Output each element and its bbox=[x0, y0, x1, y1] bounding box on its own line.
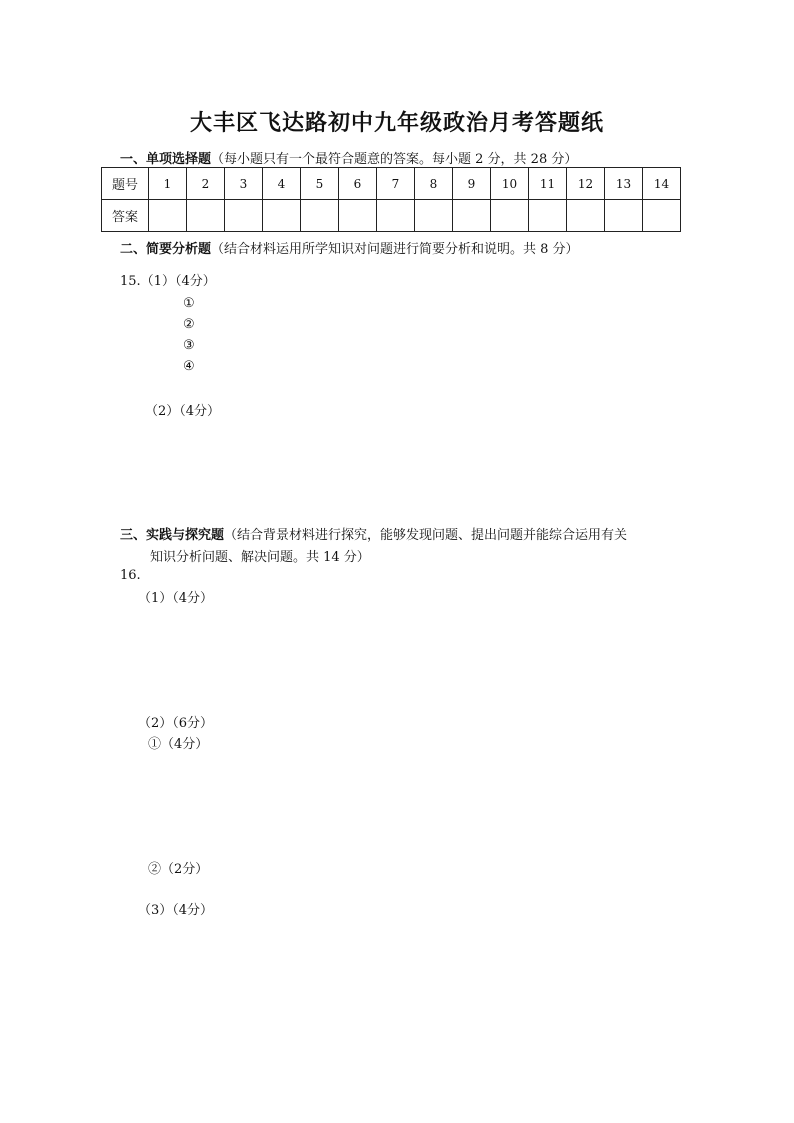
section2-note: （结合材料运用所学知识对问题进行简要分析和说明。共 8 分） bbox=[211, 242, 579, 257]
answer-cell[interactable] bbox=[263, 200, 301, 232]
section2-heading: 二、简要分析题 bbox=[120, 242, 212, 257]
table-row-answers bbox=[102, 200, 681, 232]
page-title: 大丰区飞达路初中九年级政治月考答题纸 bbox=[189, 110, 604, 136]
q16-part3-label: （3）（4分） bbox=[138, 903, 214, 918]
question-number-cell: 1 bbox=[149, 168, 187, 200]
question-number-cell: 8 bbox=[415, 168, 453, 200]
answer-cell[interactable] bbox=[187, 200, 225, 232]
answer-cell[interactable] bbox=[415, 200, 453, 232]
answer-cell[interactable] bbox=[225, 200, 263, 232]
answer-cell[interactable] bbox=[453, 200, 491, 232]
answer-cell[interactable] bbox=[529, 200, 567, 232]
section3-note-line2: 知识分析问题、解决问题。共 14 分） bbox=[150, 550, 370, 565]
section3-header bbox=[120, 524, 627, 543]
q15-part2-label: （2）（4分） bbox=[145, 404, 221, 419]
section3-heading: 三、实践与探究题 bbox=[120, 528, 225, 543]
section2-header bbox=[120, 238, 579, 257]
question-number-cell: 4 bbox=[263, 168, 301, 200]
answer-cell[interactable] bbox=[491, 200, 529, 232]
answer-cell[interactable] bbox=[605, 200, 643, 232]
question-number-cell: 5 bbox=[301, 168, 339, 200]
section1-heading: 一、单项选择题 bbox=[120, 152, 212, 167]
q15-point-3: ③ bbox=[183, 338, 195, 353]
question-number-cell: 3 bbox=[225, 168, 263, 200]
answer-cell[interactable] bbox=[149, 200, 187, 232]
q16-part2-label: （2）（6分） bbox=[138, 716, 214, 731]
question-number-cell: 12 bbox=[567, 168, 605, 200]
row-label-answer: 答案 bbox=[102, 200, 149, 232]
q15-point-2: ② bbox=[183, 317, 195, 332]
answer-cell[interactable] bbox=[567, 200, 605, 232]
question-number-cell: 7 bbox=[377, 168, 415, 200]
section1-header bbox=[120, 148, 577, 167]
answer-cell[interactable] bbox=[339, 200, 377, 232]
question-number-cell: 10 bbox=[491, 168, 529, 200]
q16-part2-sub2: ②（2分） bbox=[148, 862, 209, 877]
question-number-cell: 2 bbox=[187, 168, 225, 200]
question-number-cell: 9 bbox=[453, 168, 491, 200]
q15-point-4: ④ bbox=[183, 359, 195, 374]
answer-cell[interactable] bbox=[377, 200, 415, 232]
q16-part1-label: （1）（4分） bbox=[138, 591, 214, 606]
table-row-numbers bbox=[102, 168, 681, 200]
question-number-cell: 13 bbox=[605, 168, 643, 200]
question-number-cell: 14 bbox=[643, 168, 681, 200]
q16-part2-sub1: ①（4分） bbox=[148, 737, 209, 752]
q16-label: 16. bbox=[120, 568, 141, 583]
question-number-cell: 6 bbox=[339, 168, 377, 200]
answer-cell[interactable] bbox=[301, 200, 339, 232]
question-number-cell: 11 bbox=[529, 168, 567, 200]
row-label-number: 题号 bbox=[102, 168, 149, 200]
q15-part1-label: 15.（1）（4分） bbox=[120, 274, 216, 289]
section3-note-line1: （结合背景材料进行探究，能够发现问题、提出问题并能综合运用有关 bbox=[224, 528, 628, 543]
section1-note: （每小题只有一个最符合题意的答案。每小题 2 分，共 28 分） bbox=[211, 152, 578, 167]
answer-cell[interactable] bbox=[643, 200, 681, 232]
q15-point-1: ① bbox=[183, 296, 195, 311]
answer-table bbox=[101, 167, 681, 232]
